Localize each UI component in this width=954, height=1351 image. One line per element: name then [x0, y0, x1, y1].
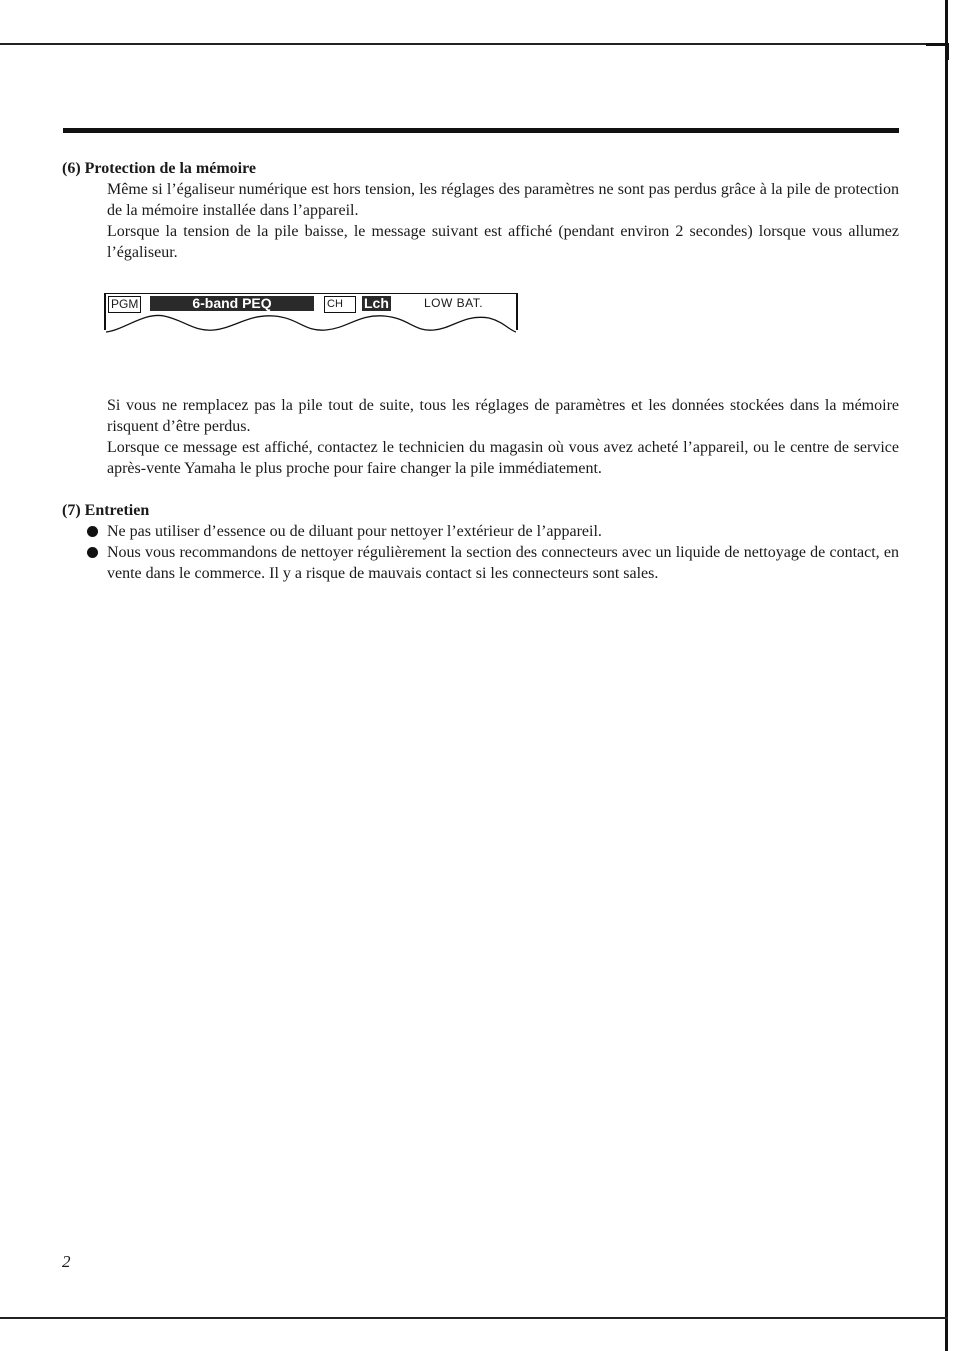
section-6-paragraph-1: Même si l’égaliseur numérique est hors tension, les réglages des paramètres ne sont pas perdus grâce à la pile de protection de la mémoire installée dans l’appareil. — [107, 181, 899, 219]
bullet-icon — [87, 547, 98, 558]
lcd-channel: Lch — [364, 295, 389, 311]
scan-top-edge — [0, 43, 930, 45]
lcd-low-bat-message: LOW BAT. — [424, 296, 484, 310]
header-rule — [63, 128, 899, 133]
section-6-paragraph-2: Lorsque la tension de la pile baisse, le message suivant est affiché (pendant environ 2 secondes) lorsque vous allumez l’égaliseur. — [107, 223, 899, 261]
list-item-text: Nous vous recommandons de nettoyer régulièrement la section des connecteurs avec un liquide de nettoyage de contact, en vente dans le commerce. Il y a risque de mauvais contact si les connecteurs sont sales. — [107, 544, 899, 582]
scan-bottom-edge — [0, 1317, 948, 1319]
bullet-icon — [87, 526, 98, 537]
page-content — [62, 158, 899, 584]
lcd-pgm-indicator: PGM — [108, 296, 141, 313]
page-number: 2 — [62, 1252, 71, 1271]
lcd-program-name: 6-band PEQ — [150, 296, 314, 311]
list-item — [62, 521, 899, 542]
lcd-torn-edge — [104, 308, 518, 334]
lcd-ch-indicator: CH — [324, 296, 356, 313]
lcd-display — [104, 293, 518, 330]
section-6-title: (6) Protection de la mémoire — [62, 160, 257, 177]
list-item — [62, 542, 899, 584]
lcd-display-illustration — [104, 263, 899, 395]
after-display-paragraph-2: Lorsque ce message est affiché, contactez le technicien du magasin où vous avez acheté l’appareil, ou le centre de service après-vente Yamaha le plus proche pour faire changer la pile immédiatement. — [107, 439, 899, 477]
after-display-paragraph-1: Si vous ne remplacez pas la pile tout de suite, tous les réglages de paramètres et les données stockées dans la mémoire risquent d’être perdus. — [107, 397, 899, 435]
section-7-title: (7) Entretien — [62, 502, 150, 519]
scan-right-edge — [945, 0, 948, 1351]
list-item-text: Ne pas utiliser d’essence ou de diluant pour nettoyer l’extérieur de l’appareil. — [107, 523, 602, 540]
maintenance-list — [62, 521, 899, 584]
